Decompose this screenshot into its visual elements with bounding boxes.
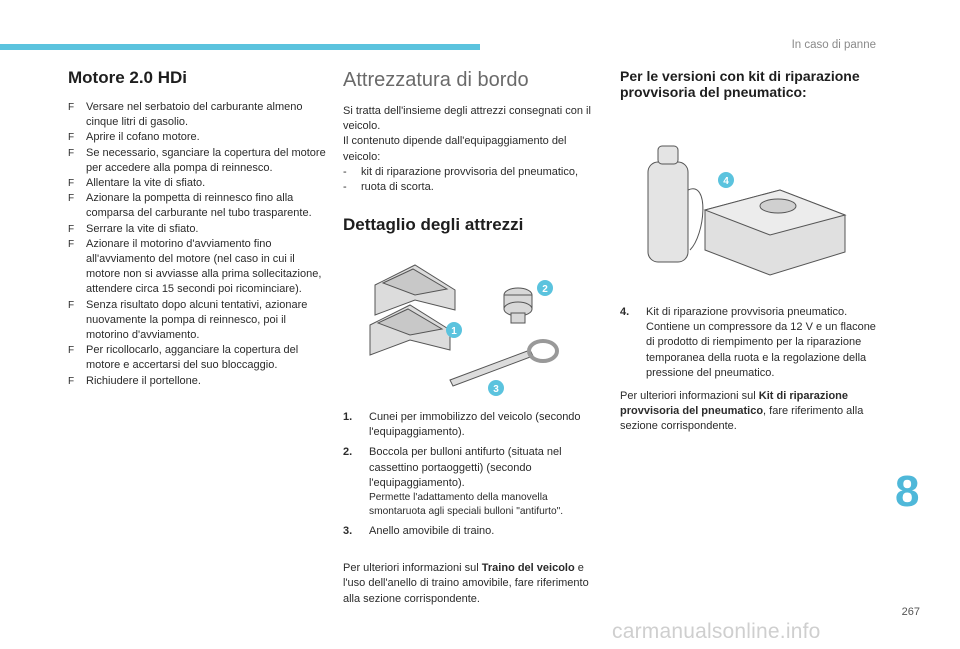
column-tools xyxy=(343,68,601,247)
tools-intro: Si tratta dell'insieme degli attrezzi consegnati con il veicolo. xyxy=(343,105,591,133)
chapter-number: 8 xyxy=(895,467,920,516)
bullet-icon: F xyxy=(68,147,75,159)
column-repair-kit xyxy=(620,68,878,100)
repair-kit-item: 4. Kit di riparazione provvisoria pneumatico. Contiene un compressore da 12 V e un flacone di prodotto di riempimento per la riparazione temporanea della ruota e la regolazione della pressione del pneumatico. xyxy=(620,306,876,379)
tool-item: 2. Boccola per bulloni antifurto (situata nel cassettino portaoggetti) (secondo l'equipaggiamento). Permette l'adattamento della manovella smontaruota agli speciali bulloni "antifurto". xyxy=(343,446,564,518)
badge-4 xyxy=(718,172,734,188)
repair-kit-illustration xyxy=(630,140,860,285)
tools-details xyxy=(343,410,601,607)
bullet-icon: F xyxy=(68,132,75,144)
page-number: 267 xyxy=(901,606,920,618)
tools-footer: Per ulteriori informazioni sul Traino del veicolo e l'uso dell'anello di traino amovibile, fare riferimento alla sezione corrispondente. xyxy=(343,562,589,605)
tools-intro-content: Il contenuto dipende dall'equipaggiamento del veicolo: xyxy=(343,135,567,163)
dash-item: - kit di riparazione provvisoria del pneumatico, xyxy=(343,165,579,178)
header-accent-bar xyxy=(0,44,480,50)
repair-kit-details xyxy=(620,305,878,435)
svg-text:2: 2 xyxy=(542,284,548,295)
step-item: F Senza risultato dopo alcuni tentativi, azionare nuovamente la pompa di reinnesco, poi il motorino d'avviamento. xyxy=(68,298,308,342)
step-item: F Per ricollocarlo, agganciare la copertura del motore e accertarsi del suo bloccaggio. xyxy=(68,344,299,372)
engine-steps xyxy=(68,100,326,389)
step-item: F Se necessario, sganciare la copertura del motore per accedere alla pompa di reinnesco. xyxy=(68,146,326,174)
step-item: F Azionare la pompetta di reinnesco fino alla comparsa del carburante nel tubo trasparente. xyxy=(68,192,312,220)
tool-item: 1. Cunei per immobilizzo del veicolo (secondo l'equipaggiamento). xyxy=(343,411,581,439)
watermark: carmanualsonline.info xyxy=(612,620,821,643)
bullet-icon: F xyxy=(68,193,75,205)
step-item: F Aprire il cofano motore. xyxy=(68,130,326,145)
bullet-icon: F xyxy=(68,223,75,235)
towing-eye-icon xyxy=(450,341,557,386)
tools-heading: Attrezzatura di bordo xyxy=(343,69,529,91)
badge-3 xyxy=(488,380,504,396)
tools-list xyxy=(343,410,601,539)
sealant-bottle-icon xyxy=(648,146,703,262)
step-item: F Versare nel serbatoio del carburante almeno cinque litri di gasolio. xyxy=(68,101,303,129)
svg-text:4: 4 xyxy=(723,176,729,187)
step-item: F Serrare la vite di sfiato. xyxy=(68,222,326,237)
repair-kit-heading: Per le versioni con kit di riparazione provvisoria del pneumatico: xyxy=(620,68,860,100)
bullet-icon: F xyxy=(68,102,75,113)
badge-1 xyxy=(446,322,462,338)
engine-heading: Motore 2.0 HDi xyxy=(68,68,188,87)
tool-item: 3. Anello amovibile di traino. xyxy=(343,525,495,538)
bullet-icon: F xyxy=(68,238,75,250)
step-item: F Allentare la vite di sfiato. xyxy=(68,176,326,191)
step-item: F Azionare il motorino d'avviamento fino all'avviamento del motore (nel caso in cui il motore non si avviasse alla prima sollecitazione, attendere circa 15 secondi poi ricominciare). xyxy=(68,237,322,296)
wheel-chock-icon xyxy=(370,265,455,355)
column-engine xyxy=(68,68,326,389)
section-title: In caso di panne xyxy=(791,39,876,51)
tools-detail-heading: Dettaglio degli attrezzi xyxy=(343,215,524,235)
bullet-icon: F xyxy=(68,345,75,357)
bullet-icon: F xyxy=(68,375,75,387)
svg-text:3: 3 xyxy=(493,384,499,395)
compressor-icon xyxy=(705,190,845,275)
bullet-icon: F xyxy=(68,299,75,311)
step-item: F Richiudere il portellone. xyxy=(68,374,326,389)
anti-theft-socket-icon xyxy=(504,288,532,323)
tools-illustration xyxy=(355,255,565,405)
badge-2 xyxy=(537,280,553,296)
dash-item: - ruota di scorta. xyxy=(343,181,434,194)
repair-kit-footer: Per ulteriori informazioni sul Kit di riparazione provvisoria del pneumatico, fare riferimento alla sezione corrispondente. xyxy=(620,390,864,433)
repair-kit-list xyxy=(620,305,878,381)
bullet-icon: F xyxy=(68,178,75,190)
svg-text:1: 1 xyxy=(451,326,457,337)
